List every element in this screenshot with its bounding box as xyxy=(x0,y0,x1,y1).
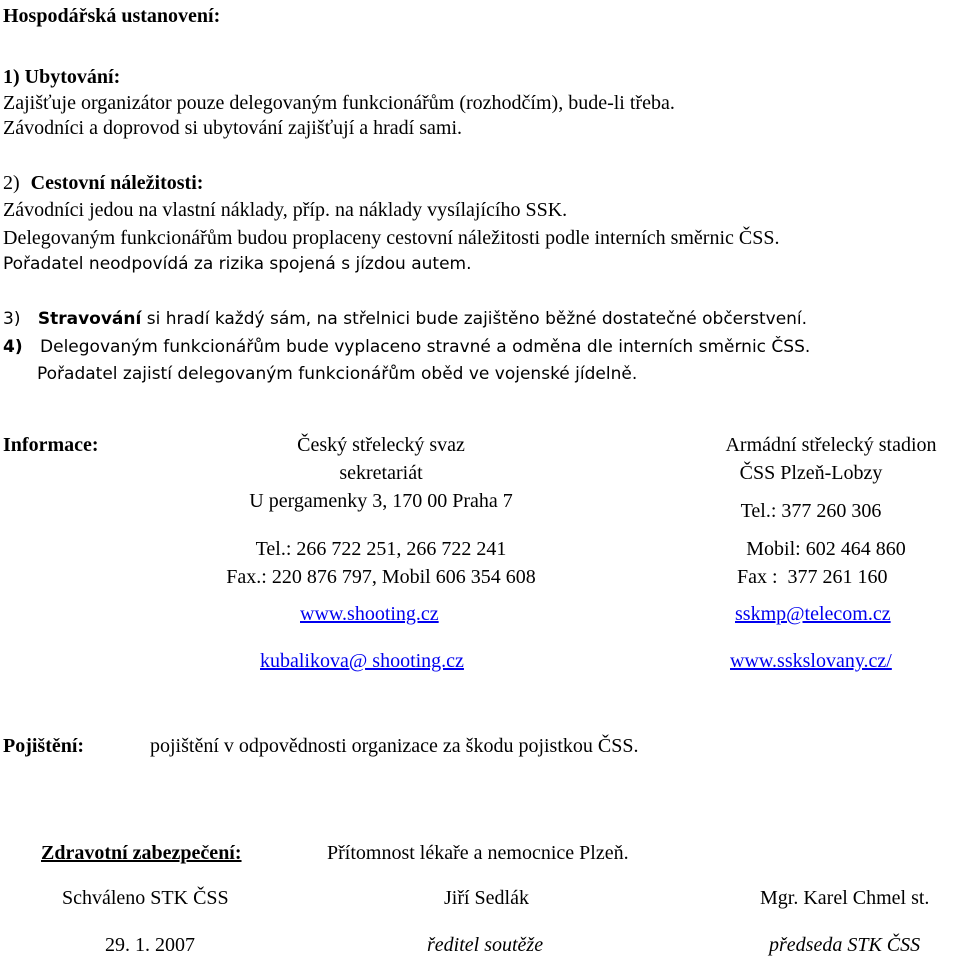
accommodation-line-1: Zajišťuje organizátor pouze delegovaným funkcionářům (rozhodčím), bude-li třeba. xyxy=(3,92,675,114)
signatory-name-1: Jiří Sedlák xyxy=(444,887,529,909)
meals-text-4: Delegovaným funkcionářům bude vyplaceno stravné a odměna dle interních směrnic ČSS. xyxy=(40,337,811,357)
info-right-mobil: Mobil: 602 464 860 xyxy=(746,538,906,560)
health-text: Přítomnost lékaře a nemocnice Plzeň. xyxy=(327,842,629,864)
info-right-tel: Tel.: 377 260 306 xyxy=(740,500,882,522)
meals-line-3 xyxy=(3,311,807,328)
meals-text-4b: Pořadatel zajistí delegovaným funkcionářům oběd ve vojenské jídelně. xyxy=(37,364,638,384)
info-right-dept: ČSS Plzeň-Lobzy xyxy=(739,462,883,484)
meals-number-3: 3) xyxy=(3,309,21,329)
meals-number-4: 4) xyxy=(3,337,23,357)
accommodation-line-2: Závodníci a doprovod si ubytování zajišťují a hradí sami. xyxy=(3,117,463,139)
info-left-tel: Tel.: 266 722 251, 266 722 241 xyxy=(255,538,507,560)
insurance-text: pojištění v odpovědnosti organizace za škodu pojistkou ČSS. xyxy=(150,735,639,757)
meals-bold-label: Stravování xyxy=(37,309,142,329)
health-label: Zdravotní zabezpečení: xyxy=(41,842,242,864)
travel-heading-number: 2) xyxy=(3,172,20,194)
meals-text-3: si hradí každý sám, na střelnici bude zajištěno běžné dostatečné občerstvení. xyxy=(146,309,808,329)
page-title: Hospodářská ustanovení: xyxy=(3,5,221,27)
signatory-role-2: předseda STK ČSS xyxy=(769,934,921,956)
sskmp-email-link[interactable]: sskmp@telecom.cz xyxy=(735,603,891,625)
info-label: Informace: xyxy=(3,434,99,456)
travel-heading-text: Cestovní náležitosti: xyxy=(30,172,204,194)
approved-by: Schváleno STK ČSS xyxy=(62,887,229,909)
shooting-website-link[interactable]: www.shooting.cz xyxy=(300,603,439,625)
accommodation-heading: 1) Ubytování: xyxy=(3,66,121,88)
approval-date: 29. 1. 2007 xyxy=(105,934,195,956)
info-right-fax: Fax : 377 261 160 xyxy=(737,566,888,588)
signatory-role-1: ředitel soutěže xyxy=(427,934,544,956)
travel-line-2: Delegovaným funkcionářům budou proplaceny cestovní náležitosti podle interních směrnic ČSS. xyxy=(3,227,780,249)
travel-line-1: Závodníci jedou na vlastní náklady, příp. na náklady vysílajícího SSK. xyxy=(3,199,568,221)
info-right-org: Armádní střelecký stadion xyxy=(725,434,937,456)
signatory-name-2: Mgr. Karel Chmel st. xyxy=(760,887,930,909)
sskslovany-website-link[interactable]: www.sskslovany.cz/ xyxy=(730,650,892,672)
info-left-dept: sekretariát xyxy=(339,462,423,484)
info-left-org: Český střelecký svaz xyxy=(297,434,465,456)
travel-heading xyxy=(3,173,203,193)
insurance-label: Pojištění: xyxy=(3,735,85,757)
meals-line-4 xyxy=(3,339,810,356)
travel-line-3: Pořadatel neodpovídá za rizika spojená s jízdou autem. xyxy=(3,254,472,274)
kubalikova-email-link[interactable]: kubalikova@ shooting.cz xyxy=(260,650,464,672)
info-left-fax: Fax.: 220 876 797, Mobil 606 354 608 xyxy=(226,566,536,588)
info-left-address: U pergamenky 3, 170 00 Praha 7 xyxy=(249,490,513,512)
